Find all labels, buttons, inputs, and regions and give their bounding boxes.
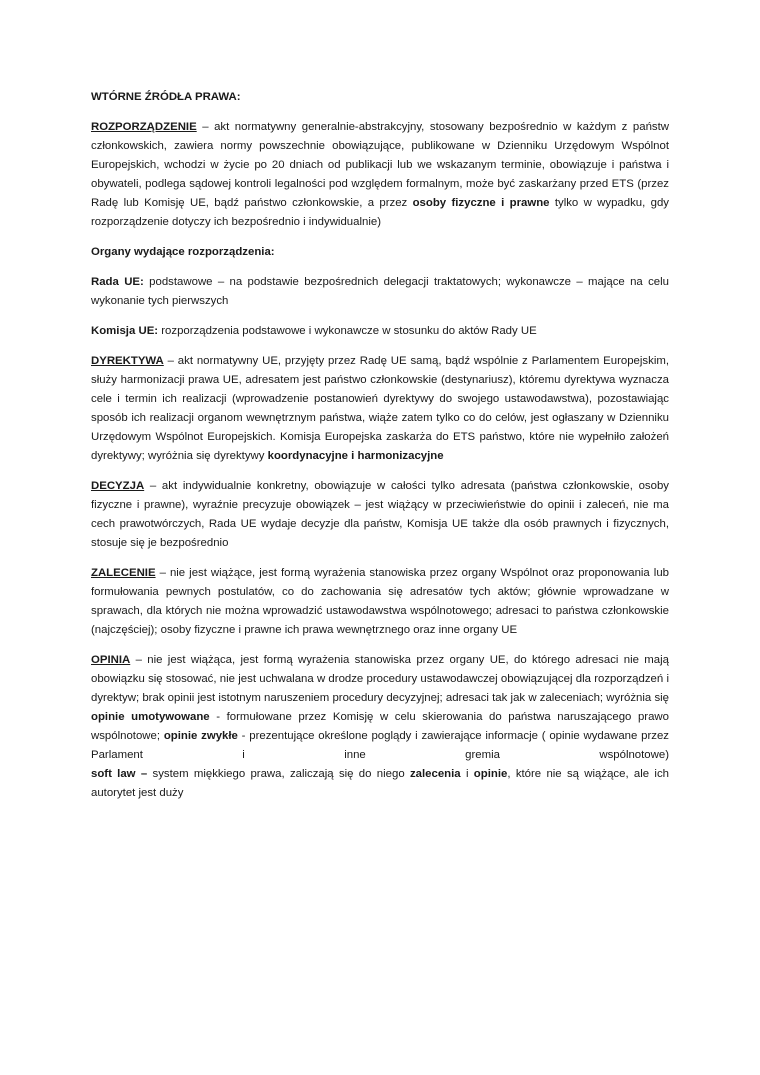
paragraph-dyrektywa xyxy=(91,352,669,466)
komisja-label: Komisja UE: xyxy=(91,325,159,337)
paragraph-rada xyxy=(91,273,669,311)
paragraph-rozporzadzenie xyxy=(91,118,669,232)
term-decyzja: DECYZJA xyxy=(91,480,145,492)
page-title: WTÓRNE ŹRÓDŁA PRAWA: xyxy=(91,91,241,103)
rozporzadzenie-text-2: tylko w wypadku, gdy rozporządzenie dotyczy ich bezpośrednio i indywidualnie) xyxy=(91,197,669,228)
soft-law-text-1: system miękkiego prawa, zaliczają się do niego xyxy=(147,768,410,780)
paragraph-soft-law xyxy=(91,765,669,803)
term-opinia: OPINIA xyxy=(91,654,131,666)
komisja-text: rozporządzenia podstawowe i wykonawcze w stosunku do aktów Rady UE xyxy=(158,325,537,337)
dyrektywa-bold-1: koordynacyjne i harmonizacyjne xyxy=(267,450,444,462)
soft-law-bold-2: zalecenia xyxy=(409,768,461,780)
opinia-text-2: - formułowane przez Komisję w celu skierowania do państwa naruszającego prawo wspólnotowe; xyxy=(91,711,669,742)
opinia-bold-2: opinie zwykłe xyxy=(163,730,238,742)
opinia-text-3: - prezentujące określone poglądy i zawierające informacje ( opinie wydawane przez Parlament i inne gremia wspólnotowe) xyxy=(91,730,669,761)
term-zalecenie: ZALECENIE xyxy=(91,567,156,579)
rada-label: Rada UE: xyxy=(91,276,144,288)
soft-law-text-2: i xyxy=(460,768,474,780)
term-dyrektywa: DYREKTYWA xyxy=(91,355,164,367)
paragraph-decyzja xyxy=(91,477,669,553)
zalecenie-text-1: – nie jest wiążące, jest formą wyrażenia stanowiska przez organy Wspólnot oraz proponowania lub formułowania pewnych postulatów, co do zachowania się adresatów tych aktów; głównie wprowadzane w sprawach, dla których nie można wprowadzić ustawodawstwa wspólnotowego; adresaci to państwa członkowskie (najczęściej); osoby fizyczne i prawne ich prawa wewnętrznego oraz inne organy UE xyxy=(91,567,669,636)
decyzja-text-1: – akt indywidualnie konkretny, obowiązuje w całości tylko adresata (państwa członkowskie, osoby fizyczne i prawne), wyraźnie precyzuje obowiązek – jest wiążący w przeciwieństwie do opinii i zaleceń, nie ma cech prawotwórczych, Rada UE wydaje decyzje dla państw, Komisja UE także dla osób prawnych i fizycznych, stosuje się je bezpośrednio xyxy=(91,480,669,549)
soft-law-bold-3: opinie xyxy=(473,768,508,780)
term-rozporzadzenie: ROZPORZĄDZENIE xyxy=(91,121,197,133)
rada-text: podstawowe – na podstawie bezpośrednich delegacji traktatowych; wykonawcze – mające na celu wykonanie tych pierwszych xyxy=(91,276,669,307)
dyrektywa-text-1: – akt normatywny UE, przyjęty przez Radę UE samą, bądź wspólnie z Parlamentem Europejskim, służy harmonizacji prawa UE, adresatem jest państwo członkowskie (destynariusz), któremu dyrektywa wyznacza cele i termin ich realizacji (wprowadzenie postanowień dyrektywy do swojego ustawodawstwa), pozostawiając sposób ich realizacji organom wewnętrznym państwa, wiąże zatem tylko co do celów, jest ogłaszany w Dzienniku Urzędowym Wspólnot Europejskich. Komisja Europejska zaskarża do ETS państwo, które nie wypełniło założeń dyrektywy; wyróżnia się dyrektywy xyxy=(91,355,669,462)
paragraph-opinia xyxy=(91,651,669,765)
opinia-bold-1: opinie umotywowane xyxy=(91,711,210,723)
soft-law-text-3: , które nie są wiążące, ale ich autorytet jest duży xyxy=(91,768,669,799)
paragraph-komisja xyxy=(91,322,669,341)
document-page xyxy=(91,88,669,814)
rozporzadzenie-bold-1: osoby fizyczne i prawne xyxy=(412,197,550,209)
opinia-text-1: – nie jest wiążąca, jest formą wyrażenia stanowiska przez organy UE, do którego adresaci nie mają obowiązku się stosować, nie jest uchwalana w drodze procedury ustawodawczej obowiązującej dla rozporządzeń i dyrektyw; brak opinii jest istotnym naruszeniem procedury decyzyjnej; adresaci tak jak w zaleceniach; wyróżnia się xyxy=(91,654,669,704)
rozporzadzenie-text-1: – akt normatywny generalnie-abstrakcyjny, stosowany bezpośrednio w każdym z państw członkowskich, zawiera normy powszechnie obowiązujące, publikowane w Dzienniku Urzędowym Wspólnot Europejskich, wchodzi w życie po 20 dniach od publikacji lub we wskazanym terminie, obowiązuje i państwa i obywateli, podlega sądowej kontroli legalności pod względem formalnym, może być zaskarżany przed ETS (przez Radę lub Komisję UE, bądź państwo członkowskie, a przez xyxy=(91,121,669,209)
soft-law-bold-1: soft law – xyxy=(91,768,148,780)
paragraph-zalecenie xyxy=(91,564,669,640)
organy-heading: Organy wydające rozporządzenia: xyxy=(91,246,275,258)
